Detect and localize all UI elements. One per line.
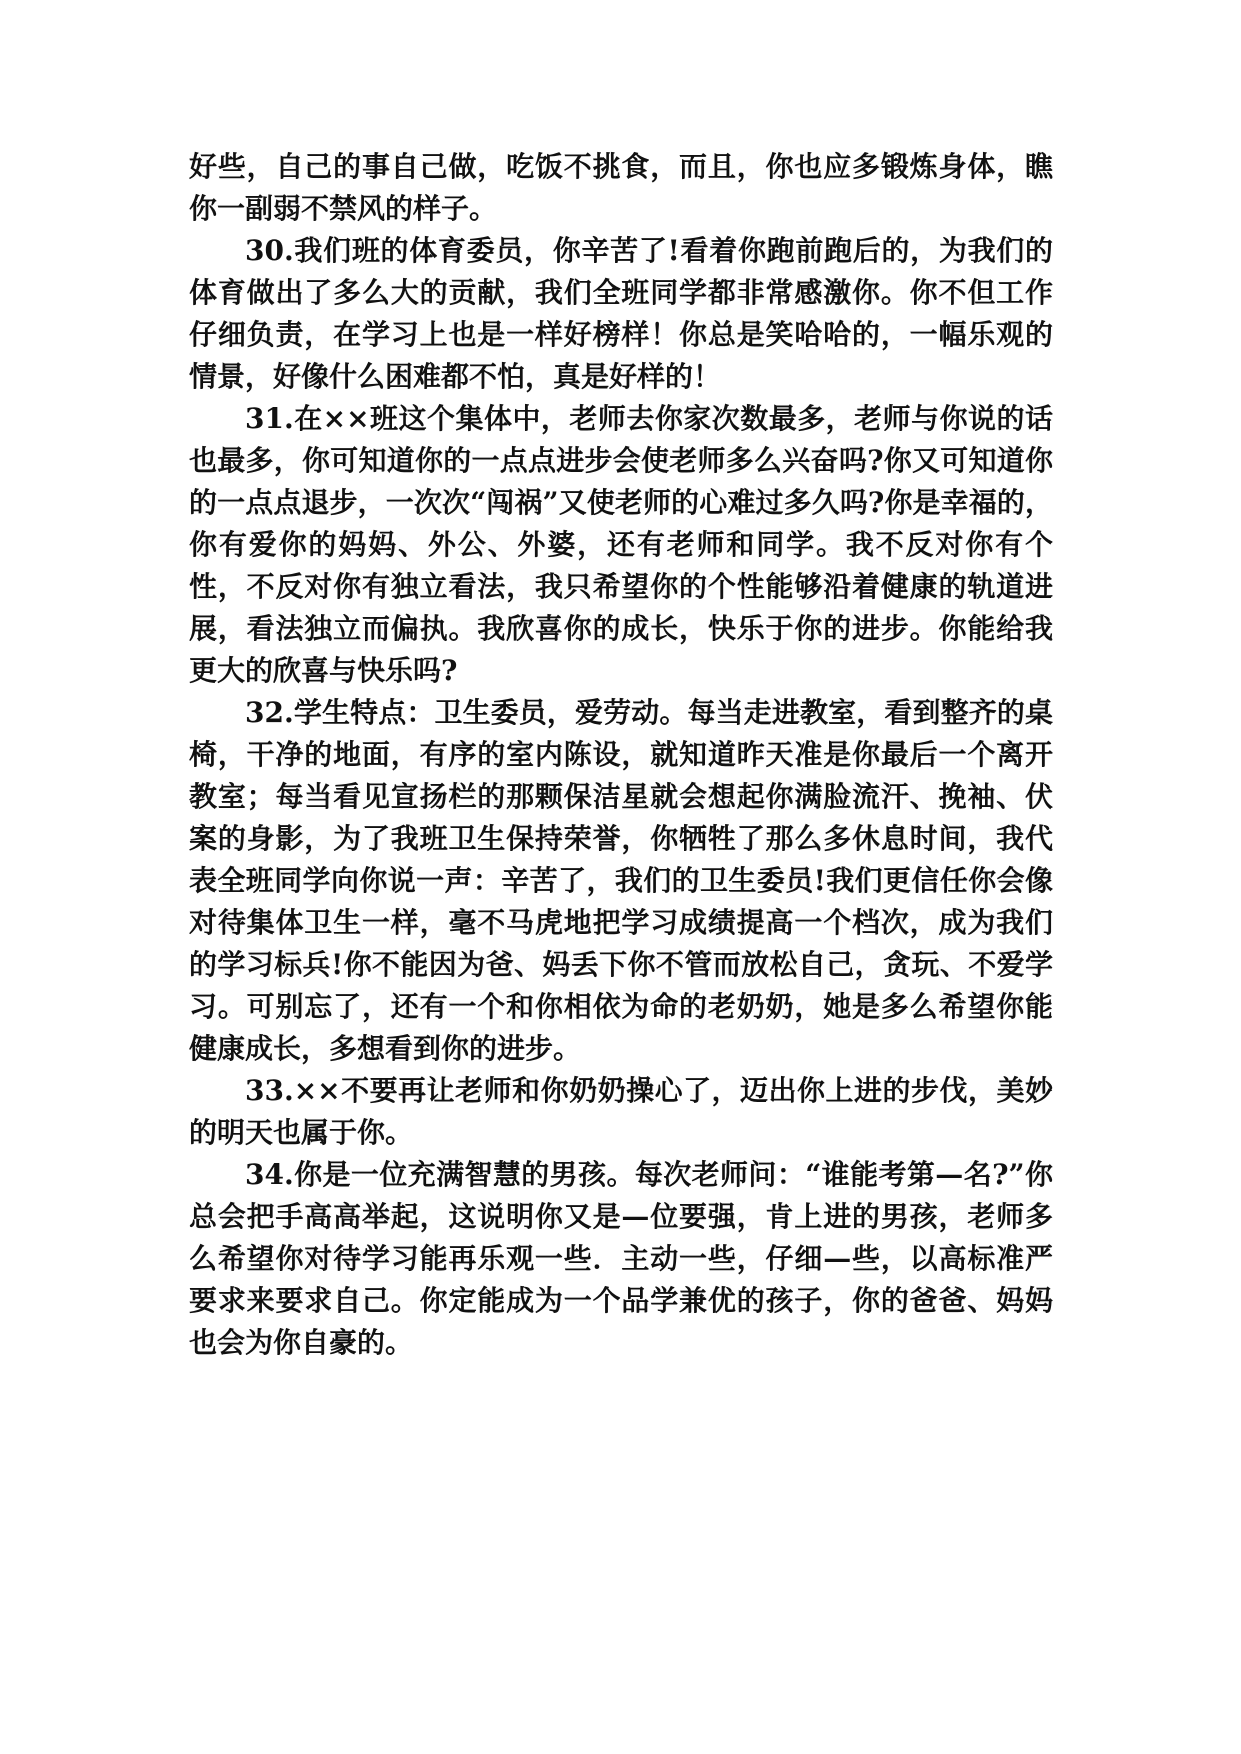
paragraph-continued: 好些，自己的事自己做，吃饭不挑食，而且，你也应多锻炼身体，瞧你一副弱不禁风的样子。 xyxy=(189,150,1053,225)
paragraph-33: 33.××不要再让老师和你奶奶操心了，迈出你上进的步伐，美妙的明天也属于你。 xyxy=(189,1074,1053,1149)
paragraph-34: 34.你是一位充满智慧的男孩。每次老师问：“谁能考第—名?”你总会把手高高举起，这说明你又是—位要强，肯上进的男孩，老师多么希望你对待学习能再乐观一些．主动一些，仔细—些，以高标准严要求来要求自己。你定能成为一个品学兼优的孩子，你的爸爸、妈妈也会为你自豪的。 xyxy=(189,1158,1053,1359)
paragraph-32: 32.学生特点：卫生委员，爱劳动。每当走进教室，看到整齐的桌椅，干净的地面，有序的室内陈设，就知道昨天准是你最后一个离开教室；每当看见宣扬栏的那颗保洁星就会想起你满脸流汗、挽袖、伏案的身影，为了我班卫生保持荣誉，你牺牲了那么多休息时间，我代表全班同学向你说一声：辛苦了，我们的卫生委员!我们更信任你会像对待集体卫生一样，毫不马虎地把学习成绩提高一个档次，成为我们的学习标兵!你不能因为爸、妈丢下你不管而放松自己，贪玩、不爱学习。可别忘了，还有一个和你相依为命的老奶奶，她是多么希望你能健康成长，多想看到你的进步。 xyxy=(189,696,1053,1065)
paragraph-31: 31.在××班这个集体中，老师去你家次数最多，老师与你说的话也最多，你可知道你的一点点进步会使老师多么兴奋吗?你又可知道你的一点点退步，一次次“闯祸”又使老师的心难过多久吗?你是幸福的，你有爱你的妈妈、外公、外婆，还有老师和同学。我不反对你有个性，不反对你有独立看法，我只希望你的个性能够沿着健康的轨道进展，看法独立而偏执。我欣喜你的成长，快乐于你的进步。你能给我更大的欣喜与快乐吗? xyxy=(189,402,1053,687)
paragraph-30: 30.我们班的体育委员，你辛苦了!看着你跑前跑后的，为我们的体育做出了多么大的贡献，我们全班同学都非常感激你。你不但工作仔细负责，在学习上也是一样好榜样！你总是笑哈哈的，一幅乐观的情景，好像什么困难都不怕，真是好样的！ xyxy=(189,234,1053,393)
document-page xyxy=(189,146,1053,1364)
